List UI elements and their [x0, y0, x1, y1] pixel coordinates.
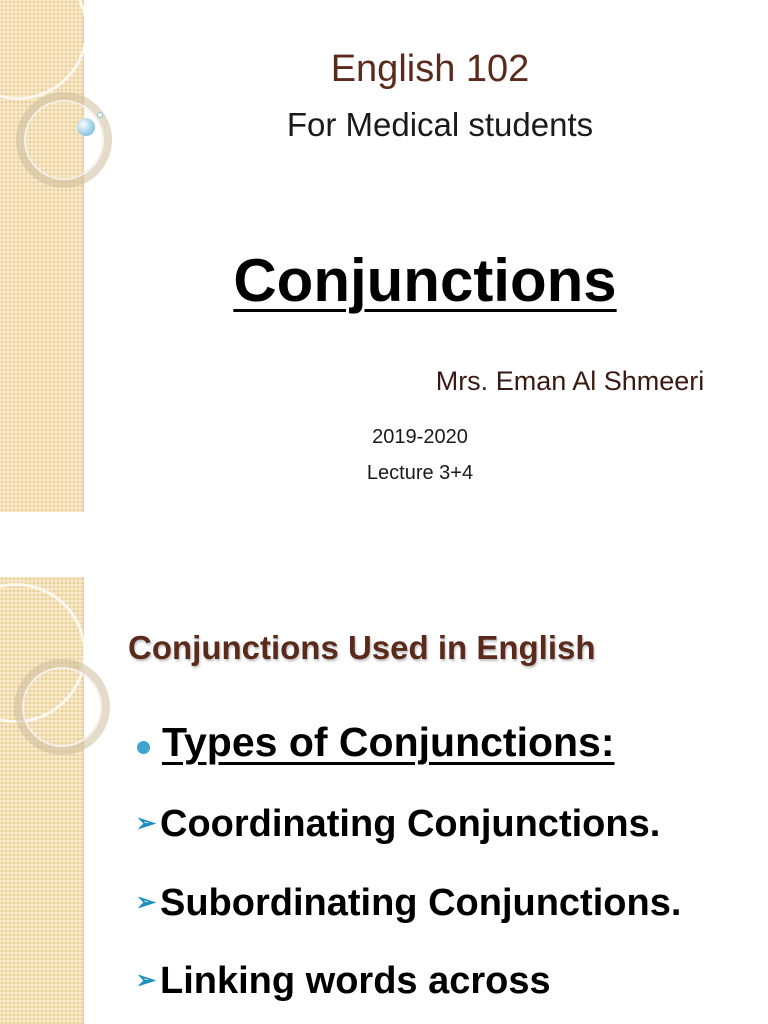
decorative-side-panel: [0, 0, 84, 512]
arrow-bullet-icon: ➢: [136, 967, 157, 995]
academic-year: 2019-2020: [372, 426, 468, 448]
list-item-text: Coordinating Conjunctions.: [160, 803, 661, 845]
bullet-dot-icon: [137, 741, 150, 754]
lecture-title: [180, 246, 670, 315]
lecture-title-text: Conjunctions: [233, 247, 617, 314]
ring-decoration-icon: [24, 100, 104, 180]
list-item-text: Subordinating Conjunctions.: [160, 882, 682, 924]
course-subtitle: For Medical students: [286, 106, 594, 143]
arrow-bullet-icon: ➢: [136, 889, 157, 917]
types-heading: [162, 719, 615, 766]
content-slide: [0, 577, 768, 1024]
decorative-side-panel: [0, 577, 84, 1024]
lecture-number: Lecture 3+4: [366, 462, 474, 484]
ring-decoration-icon: [22, 667, 102, 747]
list-item: [136, 803, 660, 846]
bubble-decoration-icon: [97, 112, 103, 118]
list-item: [136, 960, 551, 1003]
arrow-bullet-icon: ➢: [136, 810, 157, 838]
ring-decoration-icon: [0, 0, 88, 100]
list-item: [136, 882, 681, 925]
course-title: English 102: [330, 48, 530, 90]
bubble-decoration-icon: [77, 118, 95, 136]
types-heading-text: Types of Conjunctions:: [162, 719, 615, 765]
section-heading: Conjunctions Used in English: [128, 629, 596, 666]
instructor-name: Mrs. Eman Al Shmeeri: [435, 366, 705, 396]
list-item-text: Linking words across: [160, 960, 551, 1002]
